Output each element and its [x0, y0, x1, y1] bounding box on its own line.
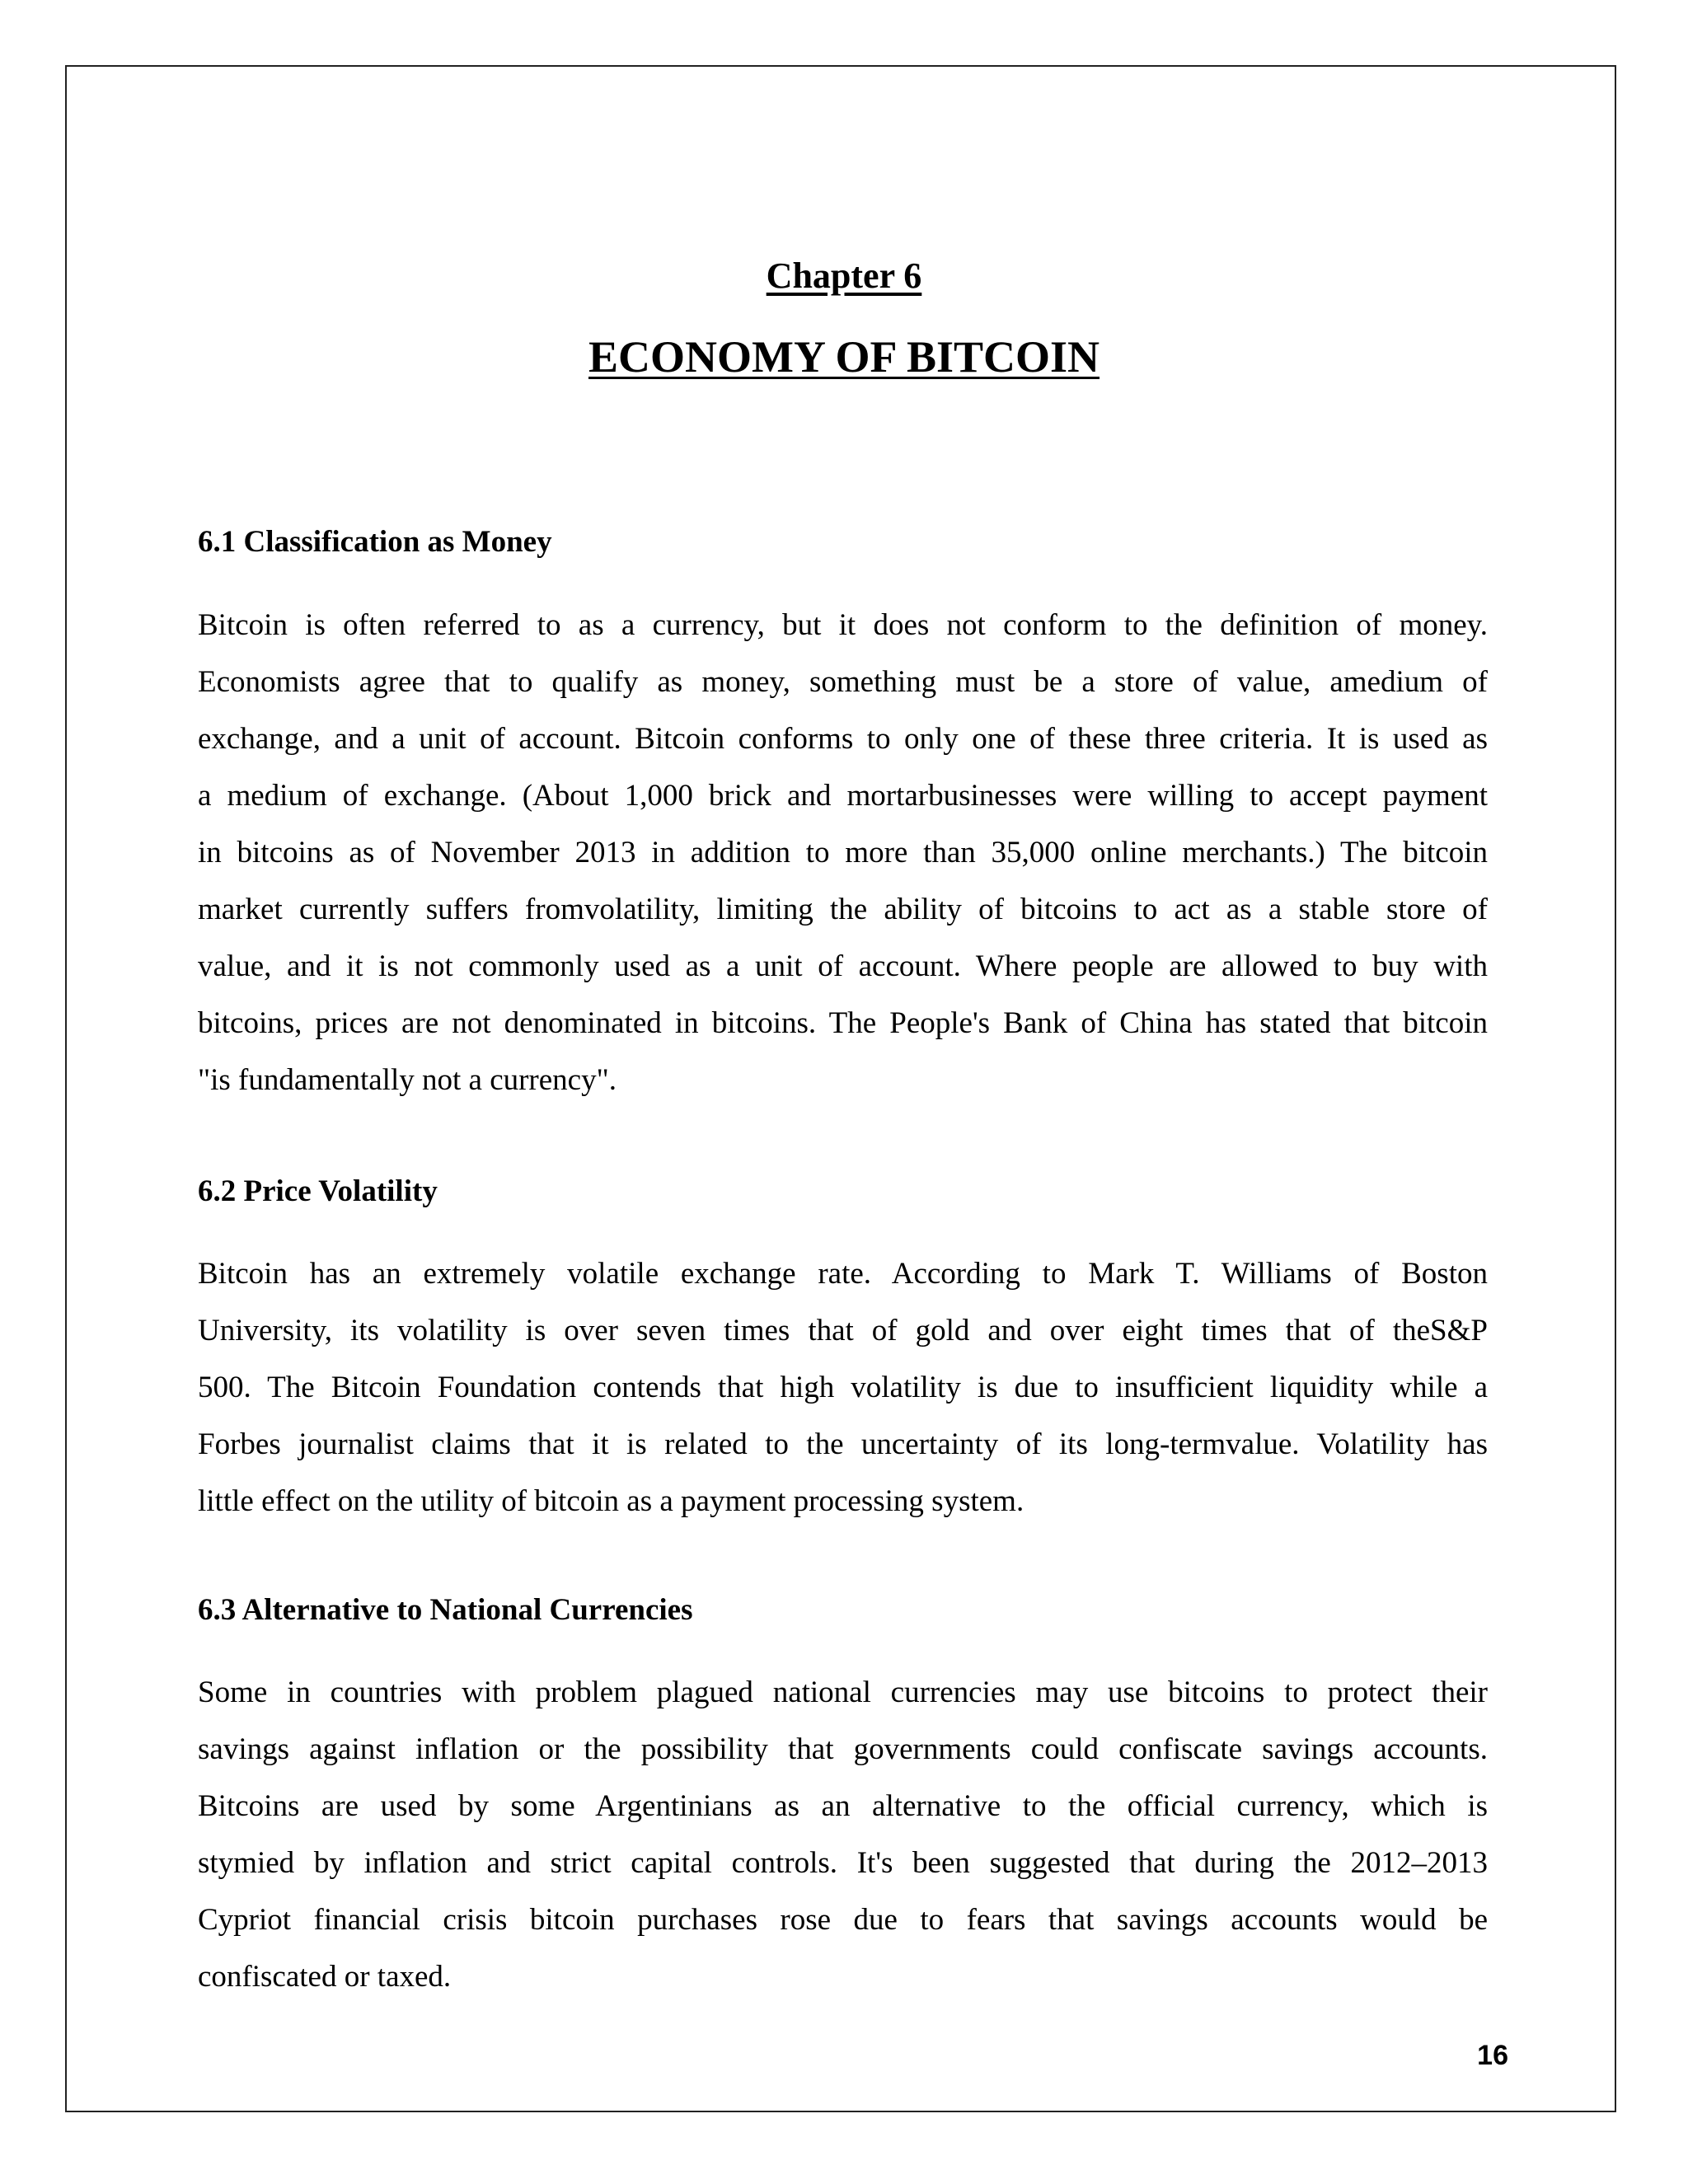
paragraph-line: Bitcoin is often referred to as a currency, but it does not conform to the definition of money.	[198, 608, 1488, 642]
paragraph-line: value, and it is not commonly used as a unit of account. Where people are allowed to buy with	[198, 949, 1488, 983]
paragraph-line: University, its volatility is over seven times that of gold and over eight times that of theS&P	[198, 1314, 1488, 1347]
paragraph-line: "is fundamentally not a currency".	[198, 1063, 617, 1097]
paragraph-line: Economists agree that to qualify as money, something must be a store of value, amedium of	[198, 665, 1488, 699]
paragraph-line: savings against inflation or the possibility that governments could confiscate savings accounts.	[198, 1732, 1488, 1766]
paragraph-line: a medium of exchange. (About 1,000 brick and mortarbusinesses were willing to accept payment	[198, 779, 1488, 813]
section-heading-6-2: 6.2 Price Volatility	[198, 1174, 438, 1208]
paragraph-line: stymied by inflation and strict capital controls. It's been suggested that during the 2012–2013	[198, 1846, 1488, 1880]
paragraph-line: Bitcoin has an extremely volatile exchange rate. According to Mark T. Williams of Boston	[198, 1257, 1488, 1291]
paragraph-line: 500. The Bitcoin Foundation contends that high volatility is due to insufficient liquidity while a	[198, 1371, 1488, 1404]
section-paragraph-6-2	[198, 1245, 1488, 1530]
section-paragraph-6-1	[198, 597, 1488, 1108]
paragraph-line: Bitcoins are used by some Argentinians as an alternative to the official currency, which is	[198, 1789, 1488, 1823]
paragraph-line: bitcoins, prices are not denominated in bitcoins. The People's Bank of China has stated that bitcoin	[198, 1006, 1488, 1040]
chapter-title: ECONOMY OF BITCOIN	[588, 332, 1100, 382]
page-number: 16	[1477, 2040, 1508, 2071]
paragraph-line: Some in countries with problem plagued national currencies may use bitcoins to protect their	[198, 1675, 1488, 1709]
paragraph-line: little effect on the utility of bitcoin as a payment processing system.	[198, 1484, 1025, 1518]
paragraph-line: market currently suffers fromvolatility, limiting the ability of bitcoins to act as a stable store of	[198, 893, 1488, 926]
paragraph-line: Cypriot financial crisis bitcoin purchases rose due to fears that savings accounts would be	[198, 1903, 1488, 1937]
paragraph-line: in bitcoins as of November 2013 in addition to more than 35,000 online merchants.) The bitcoin	[198, 836, 1488, 869]
paragraph-line: exchange, and a unit of account. Bitcoin conforms to only one of these three criteria. It is used as	[198, 722, 1488, 756]
section-paragraph-6-3	[198, 1664, 1488, 2005]
paragraph-line: confiscated or taxed.	[198, 1960, 452, 1994]
section-heading-6-1: 6.1 Classification as Money	[198, 525, 552, 559]
chapter-number: Chapter 6	[766, 255, 922, 296]
section-heading-6-3: 6.3 Alternative to National Currencies	[198, 1593, 693, 1627]
paragraph-line: Forbes journalist claims that it is related to the uncertainty of its long-termvalue. Volatility has	[198, 1427, 1488, 1461]
